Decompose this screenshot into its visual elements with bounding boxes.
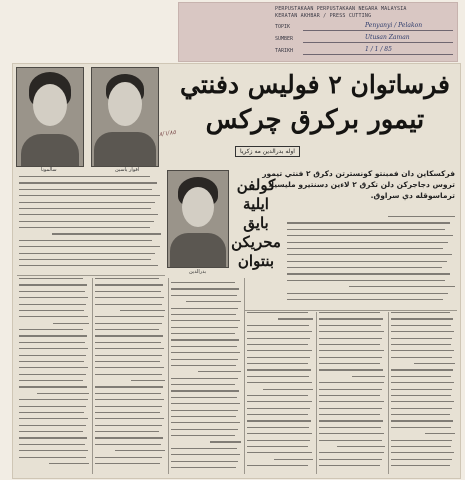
text-line bbox=[391, 338, 452, 339]
text-line bbox=[19, 399, 88, 400]
text-line bbox=[19, 291, 85, 292]
text-line bbox=[319, 433, 384, 434]
text-line bbox=[391, 440, 452, 441]
text-line bbox=[319, 459, 382, 460]
text-line bbox=[391, 318, 453, 319]
text-line bbox=[171, 397, 237, 398]
text-line bbox=[19, 418, 88, 419]
text-line bbox=[19, 278, 83, 279]
text-line bbox=[391, 446, 451, 447]
text-line bbox=[337, 446, 385, 447]
text-line bbox=[247, 440, 310, 441]
text-line bbox=[19, 355, 86, 356]
text-line bbox=[247, 357, 310, 358]
text-line bbox=[247, 338, 310, 339]
text-line bbox=[287, 299, 443, 300]
text-line bbox=[131, 380, 165, 381]
text-line bbox=[52, 233, 161, 234]
text-line bbox=[391, 427, 451, 428]
text-line bbox=[247, 446, 308, 447]
text-line bbox=[247, 452, 312, 453]
subheadline: كولفن ايلية بايق محريكن بنتوان bbox=[231, 176, 281, 270]
photo-singer-1 bbox=[16, 67, 84, 167]
text-line bbox=[95, 374, 162, 375]
text-line bbox=[19, 221, 154, 222]
text-line bbox=[95, 316, 164, 317]
text-line bbox=[19, 425, 86, 426]
text-line bbox=[95, 425, 162, 426]
text-line bbox=[95, 457, 162, 458]
text-line bbox=[247, 331, 312, 332]
body-text-column-6 bbox=[391, 312, 455, 474]
slip-source-label: SUMBER bbox=[275, 36, 294, 42]
text-line bbox=[95, 393, 161, 394]
text-line bbox=[319, 389, 382, 390]
text-line bbox=[391, 312, 450, 313]
text-line bbox=[19, 214, 158, 215]
text-line bbox=[247, 350, 312, 351]
slip-topic-label: TOPIK bbox=[275, 24, 291, 30]
text-line bbox=[95, 304, 162, 305]
text-line bbox=[19, 265, 158, 266]
text-line bbox=[19, 380, 83, 381]
text-line bbox=[19, 176, 150, 177]
body-text-column-3 bbox=[171, 282, 241, 474]
photo-caption-2: افوار ياسين bbox=[115, 167, 140, 173]
text-line bbox=[319, 452, 384, 453]
text-line bbox=[19, 412, 84, 413]
text-line bbox=[319, 369, 383, 370]
text-line bbox=[319, 408, 382, 409]
text-line bbox=[19, 450, 88, 451]
text-line bbox=[391, 376, 451, 377]
text-line bbox=[19, 195, 160, 196]
slip-topic-value: Penyanyi / Pelakon bbox=[365, 22, 423, 29]
text-line bbox=[95, 367, 164, 368]
text-line bbox=[319, 440, 382, 441]
text-line bbox=[95, 437, 163, 438]
text-line bbox=[19, 182, 157, 183]
text-line bbox=[247, 395, 308, 396]
text-line bbox=[287, 242, 448, 243]
text-line bbox=[391, 382, 454, 383]
text-line bbox=[319, 382, 384, 383]
text-line bbox=[287, 273, 450, 274]
text-line bbox=[19, 444, 85, 445]
text-line bbox=[171, 339, 239, 340]
text-line bbox=[319, 414, 380, 415]
text-line bbox=[247, 427, 309, 428]
text-line bbox=[391, 465, 450, 466]
text-line bbox=[171, 461, 238, 462]
text-line bbox=[19, 227, 150, 228]
text-line bbox=[95, 291, 161, 292]
text-line bbox=[391, 369, 453, 370]
photo-caption-3: بدرالدين bbox=[189, 269, 207, 275]
text-line bbox=[95, 463, 160, 464]
text-line bbox=[19, 189, 152, 190]
text-line bbox=[287, 267, 442, 268]
headline-line-1: فرساتوان ٢ فوليس دفنتي bbox=[180, 70, 450, 99]
text-line bbox=[287, 235, 453, 236]
text-line bbox=[287, 280, 445, 281]
text-line bbox=[53, 323, 89, 324]
text-line bbox=[287, 222, 450, 223]
headline-line-2: تيمور بركرق چرکس bbox=[205, 105, 425, 135]
text-line bbox=[19, 253, 155, 254]
body-text-column-4 bbox=[247, 312, 313, 474]
text-line bbox=[19, 304, 86, 305]
byline: اوله بدرالدين مه زكريا bbox=[235, 146, 300, 157]
text-line bbox=[391, 344, 451, 345]
text-line bbox=[95, 348, 164, 349]
text-line bbox=[171, 416, 236, 417]
text-line bbox=[247, 312, 308, 313]
text-line bbox=[19, 335, 87, 336]
text-line bbox=[95, 278, 159, 279]
text-line bbox=[171, 359, 238, 360]
text-line bbox=[19, 240, 152, 241]
text-line bbox=[95, 431, 159, 432]
text-line bbox=[247, 433, 312, 434]
text-line bbox=[19, 406, 86, 407]
text-line bbox=[287, 229, 445, 230]
text-line bbox=[95, 355, 162, 356]
text-line bbox=[19, 202, 155, 203]
text-line bbox=[171, 435, 235, 436]
text-line bbox=[95, 406, 162, 407]
text-line bbox=[171, 467, 236, 468]
text-line bbox=[319, 420, 383, 421]
text-line bbox=[186, 301, 241, 302]
text-line bbox=[349, 286, 455, 287]
text-line bbox=[425, 433, 455, 434]
text-line bbox=[95, 418, 164, 419]
text-line bbox=[287, 248, 443, 249]
text-line bbox=[391, 357, 452, 358]
text-line bbox=[247, 325, 309, 326]
text-line bbox=[95, 399, 164, 400]
body-text-column-top-right bbox=[287, 216, 455, 308]
slip-header-type: KERATAN AKHBAR / PRESS CUTTING bbox=[275, 13, 372, 19]
text-line bbox=[95, 284, 163, 285]
text-line bbox=[171, 429, 238, 430]
archive-cutting-slip bbox=[178, 2, 458, 62]
text-line bbox=[391, 408, 452, 409]
text-line bbox=[95, 329, 159, 330]
text-line bbox=[95, 342, 161, 343]
text-line bbox=[19, 310, 84, 311]
text-line bbox=[414, 363, 455, 364]
text-line bbox=[171, 448, 237, 449]
text-line bbox=[171, 282, 235, 283]
text-line bbox=[171, 314, 236, 315]
text-line bbox=[319, 427, 381, 428]
text-line bbox=[19, 297, 88, 298]
photo-singer-3 bbox=[167, 170, 229, 268]
text-line bbox=[391, 395, 451, 396]
text-line bbox=[287, 254, 452, 255]
text-line bbox=[247, 382, 312, 383]
text-line bbox=[171, 308, 238, 309]
text-line bbox=[171, 333, 235, 334]
photo-singer-2 bbox=[91, 67, 159, 167]
text-line bbox=[171, 422, 240, 423]
text-line bbox=[171, 327, 238, 328]
body-text-column-2 bbox=[95, 278, 165, 474]
text-line bbox=[19, 316, 88, 317]
text-line bbox=[95, 335, 163, 336]
text-line bbox=[37, 393, 89, 394]
text-line bbox=[391, 414, 450, 415]
text-line bbox=[115, 450, 165, 451]
text-line bbox=[171, 295, 237, 296]
text-line bbox=[95, 297, 164, 298]
text-line bbox=[19, 361, 84, 362]
newspaper-clipping bbox=[12, 63, 461, 479]
text-line bbox=[19, 342, 85, 343]
text-line bbox=[19, 329, 83, 330]
text-line bbox=[247, 420, 311, 421]
text-line bbox=[19, 208, 151, 209]
slip-source-value: Utusan Zaman bbox=[365, 34, 410, 41]
text-line bbox=[391, 325, 451, 326]
text-line bbox=[352, 376, 385, 377]
text-line bbox=[391, 452, 454, 453]
text-line bbox=[319, 465, 380, 466]
text-line bbox=[95, 323, 162, 324]
slip-header-library: PERPUSTAKAAN PERPUSTAKAAN NEGARA MALAYSIA bbox=[275, 6, 407, 12]
text-line bbox=[287, 293, 448, 294]
text-line bbox=[287, 261, 447, 262]
text-line bbox=[120, 310, 166, 311]
text-line bbox=[247, 414, 308, 415]
body-text-column-left-top bbox=[19, 176, 161, 272]
text-line bbox=[278, 318, 313, 319]
text-line bbox=[171, 288, 239, 289]
text-line bbox=[319, 357, 382, 358]
text-line bbox=[171, 365, 236, 366]
text-line bbox=[247, 408, 310, 409]
slip-date-value: 1 / 1 / 85 bbox=[365, 46, 392, 53]
text-line bbox=[19, 284, 87, 285]
text-line bbox=[171, 384, 235, 385]
text-line bbox=[19, 348, 88, 349]
slip-date-label: TARIKH bbox=[275, 48, 294, 54]
text-line bbox=[247, 369, 311, 370]
text-line bbox=[391, 459, 452, 460]
text-line bbox=[247, 401, 312, 402]
text-line bbox=[49, 463, 89, 464]
text-line bbox=[171, 352, 240, 353]
text-line bbox=[95, 444, 161, 445]
text-line bbox=[247, 465, 308, 466]
text-line bbox=[274, 459, 313, 460]
text-line bbox=[263, 389, 313, 390]
handwritten-date-note: ٨/١/٨٥ bbox=[158, 128, 177, 139]
text-line bbox=[19, 386, 87, 387]
text-line bbox=[391, 350, 454, 351]
text-line bbox=[319, 350, 384, 351]
text-line bbox=[210, 441, 242, 442]
text-line bbox=[171, 390, 239, 391]
text-line bbox=[391, 420, 453, 421]
photo-caption-1: سالمونا bbox=[41, 167, 57, 173]
text-line bbox=[391, 389, 452, 390]
text-line bbox=[319, 331, 384, 332]
text-line bbox=[388, 216, 455, 217]
text-line bbox=[319, 401, 384, 402]
text-line bbox=[171, 403, 240, 404]
text-line bbox=[19, 367, 88, 368]
body-text-column-1 bbox=[19, 278, 89, 474]
text-line bbox=[319, 344, 380, 345]
text-line bbox=[19, 259, 151, 260]
lead-paragraph: فركسكاين دان فمبنتو كونسترتن دكرق ٢ فنتي تيمور تروس دجاجرکن دلن تکرق ٢ لاءين دسنتيرو مليسيا، ترماسوقله دي سراوق. bbox=[262, 169, 455, 200]
text-line bbox=[95, 361, 160, 362]
text-line bbox=[319, 312, 380, 313]
text-line bbox=[19, 374, 86, 375]
text-line bbox=[391, 401, 454, 402]
body-text-column-5 bbox=[319, 312, 385, 474]
text-line bbox=[171, 378, 238, 379]
text-line bbox=[171, 320, 240, 321]
text-line bbox=[19, 246, 160, 247]
text-line bbox=[19, 457, 86, 458]
text-line bbox=[319, 338, 382, 339]
text-line bbox=[198, 371, 241, 372]
text-line bbox=[247, 376, 309, 377]
text-line bbox=[319, 395, 380, 396]
text-line bbox=[247, 363, 308, 364]
text-line bbox=[171, 346, 237, 347]
text-line bbox=[319, 325, 381, 326]
text-line bbox=[319, 318, 383, 319]
text-line bbox=[391, 331, 454, 332]
text-line bbox=[95, 386, 163, 387]
text-line bbox=[171, 454, 240, 455]
text-line bbox=[319, 363, 380, 364]
text-line bbox=[171, 410, 238, 411]
text-line bbox=[95, 412, 160, 413]
text-line bbox=[247, 344, 308, 345]
text-line bbox=[19, 431, 83, 432]
text-line bbox=[19, 437, 87, 438]
